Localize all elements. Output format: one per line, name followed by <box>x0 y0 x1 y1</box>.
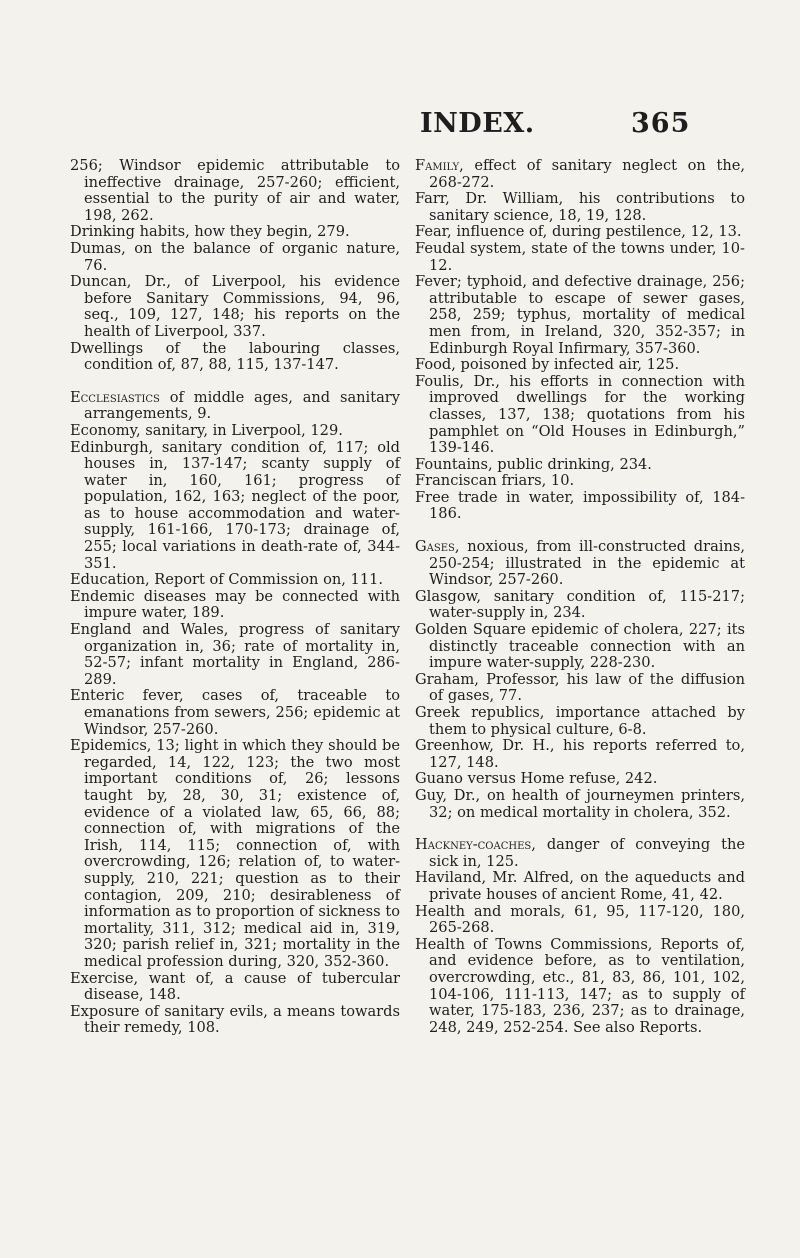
entry-text: , noxious, from ill-constructed drains, 250-254; illustrated in the epidemic at Windsor, 257-260. <box>429 538 745 589</box>
index-entry <box>415 771 745 788</box>
entry-lead-word: Family <box>415 157 460 174</box>
index-entry <box>70 224 400 241</box>
index-entry <box>415 490 745 523</box>
entry-text: , danger of conveying the sick in, 125. <box>429 836 745 870</box>
entry-text: Dwellings of the labouring classes, condition of, 87, 88, 115, 137-147. <box>70 339 400 374</box>
entry-text: Epidemics, 13; light in which they should be regarded, 14, 122, 123; the two most important conditions of, 26; lessons taught by, 28, 30, 31; existence of, evidence of a violated law, 65, 66, 88; connection of, with migrations of the Irish, 114, 115; connection of, with overcrowding, 126; relation of, to water-supply, 210, 221; question as to their contagion, 209, 210; desirableness of information as to proportion of sickness to mortality, 311, 312; medical aid in, 319, 320; parish relief in, 321; mortality in the medical profession during, 320, 352-360. <box>70 737 400 970</box>
index-entry <box>70 738 400 970</box>
index-entry <box>415 374 745 457</box>
entry-text: Glasgow, sanitary condition of, 115-217; water-supply in, 234. <box>415 587 745 622</box>
index-entry <box>70 341 400 374</box>
index-entry <box>415 191 745 224</box>
entry-text: Farr, Dr. William, his contributions to sanitary science, 18, 19, 128. <box>415 190 745 224</box>
index-entry <box>415 837 745 870</box>
index-entry <box>415 904 745 937</box>
entry-text: , effect of sanitary neglect on the, 268-272. <box>429 157 745 191</box>
entry-text: Economy, sanitary, in Liverpool, 129. <box>70 421 343 439</box>
index-entry <box>70 589 400 622</box>
index-entry <box>415 622 745 672</box>
entry-text: Greenhow, Dr. H., his reports referred to, 127, 148. <box>415 737 745 771</box>
entry-text: Fear, influence of, during pestilence, 12, 13. <box>415 223 742 241</box>
entry-text: Free trade in water, impossibility of, 184-186. <box>415 488 745 523</box>
entry-text: Health of Towns Commissions, Reports of, and evidence before, as to ventilation, overcrowding, etc., 81, 83, 86, 101, 102, 104-106, 111-113, 147; as to supply of water, 175-183, 236, 237; as to drainage, 248, 249, 252-254. See also Reports. <box>415 935 745 1036</box>
index-entry <box>415 788 745 821</box>
index-entry <box>415 158 745 191</box>
index-entry <box>70 572 400 589</box>
index-entry <box>70 688 400 738</box>
index-entry <box>70 274 400 340</box>
index-column-right <box>415 158 745 1036</box>
entry-text: Endemic diseases may be connected with impure water, 189. <box>70 587 400 622</box>
index-entry <box>70 1004 400 1037</box>
index-entry <box>70 390 400 423</box>
index-column-left <box>70 158 400 1037</box>
entry-text: Fever; typhoid, and defective drainage, 256; attributable to escape of sewer gases, 258, 259; typhus, mortality of medical men from, in Ireland, 320, 352-357; in Edinburgh Royal Infirmary, 357-360. <box>415 273 745 357</box>
index-entry <box>415 589 745 622</box>
entry-text: Drinking habits, how they begin, 279. <box>70 223 350 241</box>
entry-lead-word: Ecclesiastics <box>70 388 160 406</box>
index-entry <box>70 158 400 224</box>
entry-text: Fountains, public drinking, 234. <box>415 455 652 473</box>
entry-text: Franciscan friars, 10. <box>415 472 575 490</box>
index-entry <box>70 622 400 688</box>
page-number: 365 <box>631 108 691 139</box>
index-entry <box>415 241 745 274</box>
index-entry <box>415 705 745 738</box>
running-title: INDEX. <box>420 108 535 139</box>
index-entry <box>415 457 745 474</box>
index-entry <box>415 738 745 771</box>
entry-text: Haviland, Mr. Alfred, on the aqueducts and private houses of ancient Rome, 41, 42. <box>415 869 745 903</box>
entry-lead-word: Gases <box>415 538 455 556</box>
index-entry <box>70 971 400 1004</box>
page-header <box>0 108 800 148</box>
index-entry <box>415 224 745 241</box>
entry-text: Exercise, want of, a cause of tubercular disease, 148. <box>70 969 400 1004</box>
entry-text: Guano versus Home refuse, 242. <box>415 770 658 788</box>
entry-text: Duncan, Dr., of Liverpool, his evidence before Sanitary Commissions, 94, 96, seq., 109, 127, 148; his reports on the health of Liverpool, 337. <box>70 273 400 340</box>
entry-text: Golden Square epidemic of cholera, 227; its distinctly traceable connection with an impure water-supply, 228-230. <box>415 621 745 672</box>
entry-text: Graham, Professor, his law of the diffusion of gases, 77. <box>415 670 745 705</box>
entry-text: Dumas, on the balance of organic nature, 76. <box>70 239 400 274</box>
index-entry <box>415 274 745 357</box>
entry-text: Food, poisoned by infected air, 125. <box>415 356 680 374</box>
entry-text: Foulis, Dr., his efforts in connection with improved dwellings for the working classes, 137, 138; quotations from his pamphlet on “Old Houses in Edinburgh,” 139-146. <box>415 372 745 457</box>
entry-text: Health and morals, 61, 95, 117-120, 180, 265-268. <box>415 902 745 937</box>
entry-text: Edinburgh, sanitary condition of, 117; old houses in, 137-147; scanty supply of water in, 160, 161; progress of population, 162, 163; neglect of the poor, as to house accommodation and water-supply, 161-166, 170-173; drainage of, 255; local variations in death-rate of, 344-351. <box>70 438 400 572</box>
entry-text: Guy, Dr., on health of journeymen printers, 32; on medical mortality in cholera, 352. <box>415 786 745 821</box>
entry-text: Exposure of sanitary evils, a means towards their remedy, 108. <box>70 1002 400 1037</box>
entry-text: 256; Windsor epidemic attributable to ineffective drainage, 257-260; efficient, essential to the purity of air and water, 198, 262. <box>70 157 400 224</box>
index-entry <box>415 672 745 705</box>
entry-lead-word: Hackney-coaches <box>415 836 532 854</box>
index-entry <box>70 241 400 274</box>
index-entry <box>70 423 400 440</box>
entry-text: Greek republics, importance attached by them to physical culture, 6-8. <box>415 704 745 738</box>
entry-text: England and Wales, progress of sanitary organization in, 36; rate of mortality in, 52-57; infant mortality in England, 286-289. <box>70 621 400 688</box>
entry-text: of middle ages, and sanitary arrangements, 9. <box>84 388 400 423</box>
entry-text: Enteric fever, cases of, traceable to emanations from sewers, 256; epidemic at Windsor, 257-260. <box>70 687 400 738</box>
entry-text: Feudal system, state of the towns under, 10-12. <box>415 239 745 274</box>
index-entry <box>415 937 745 1037</box>
index-entry <box>415 539 745 589</box>
entry-text: Education, Report of Commission on, 111. <box>70 571 384 589</box>
index-entry <box>415 473 745 490</box>
index-entry <box>415 357 745 374</box>
index-entry <box>70 440 400 573</box>
index-entry <box>415 870 745 903</box>
